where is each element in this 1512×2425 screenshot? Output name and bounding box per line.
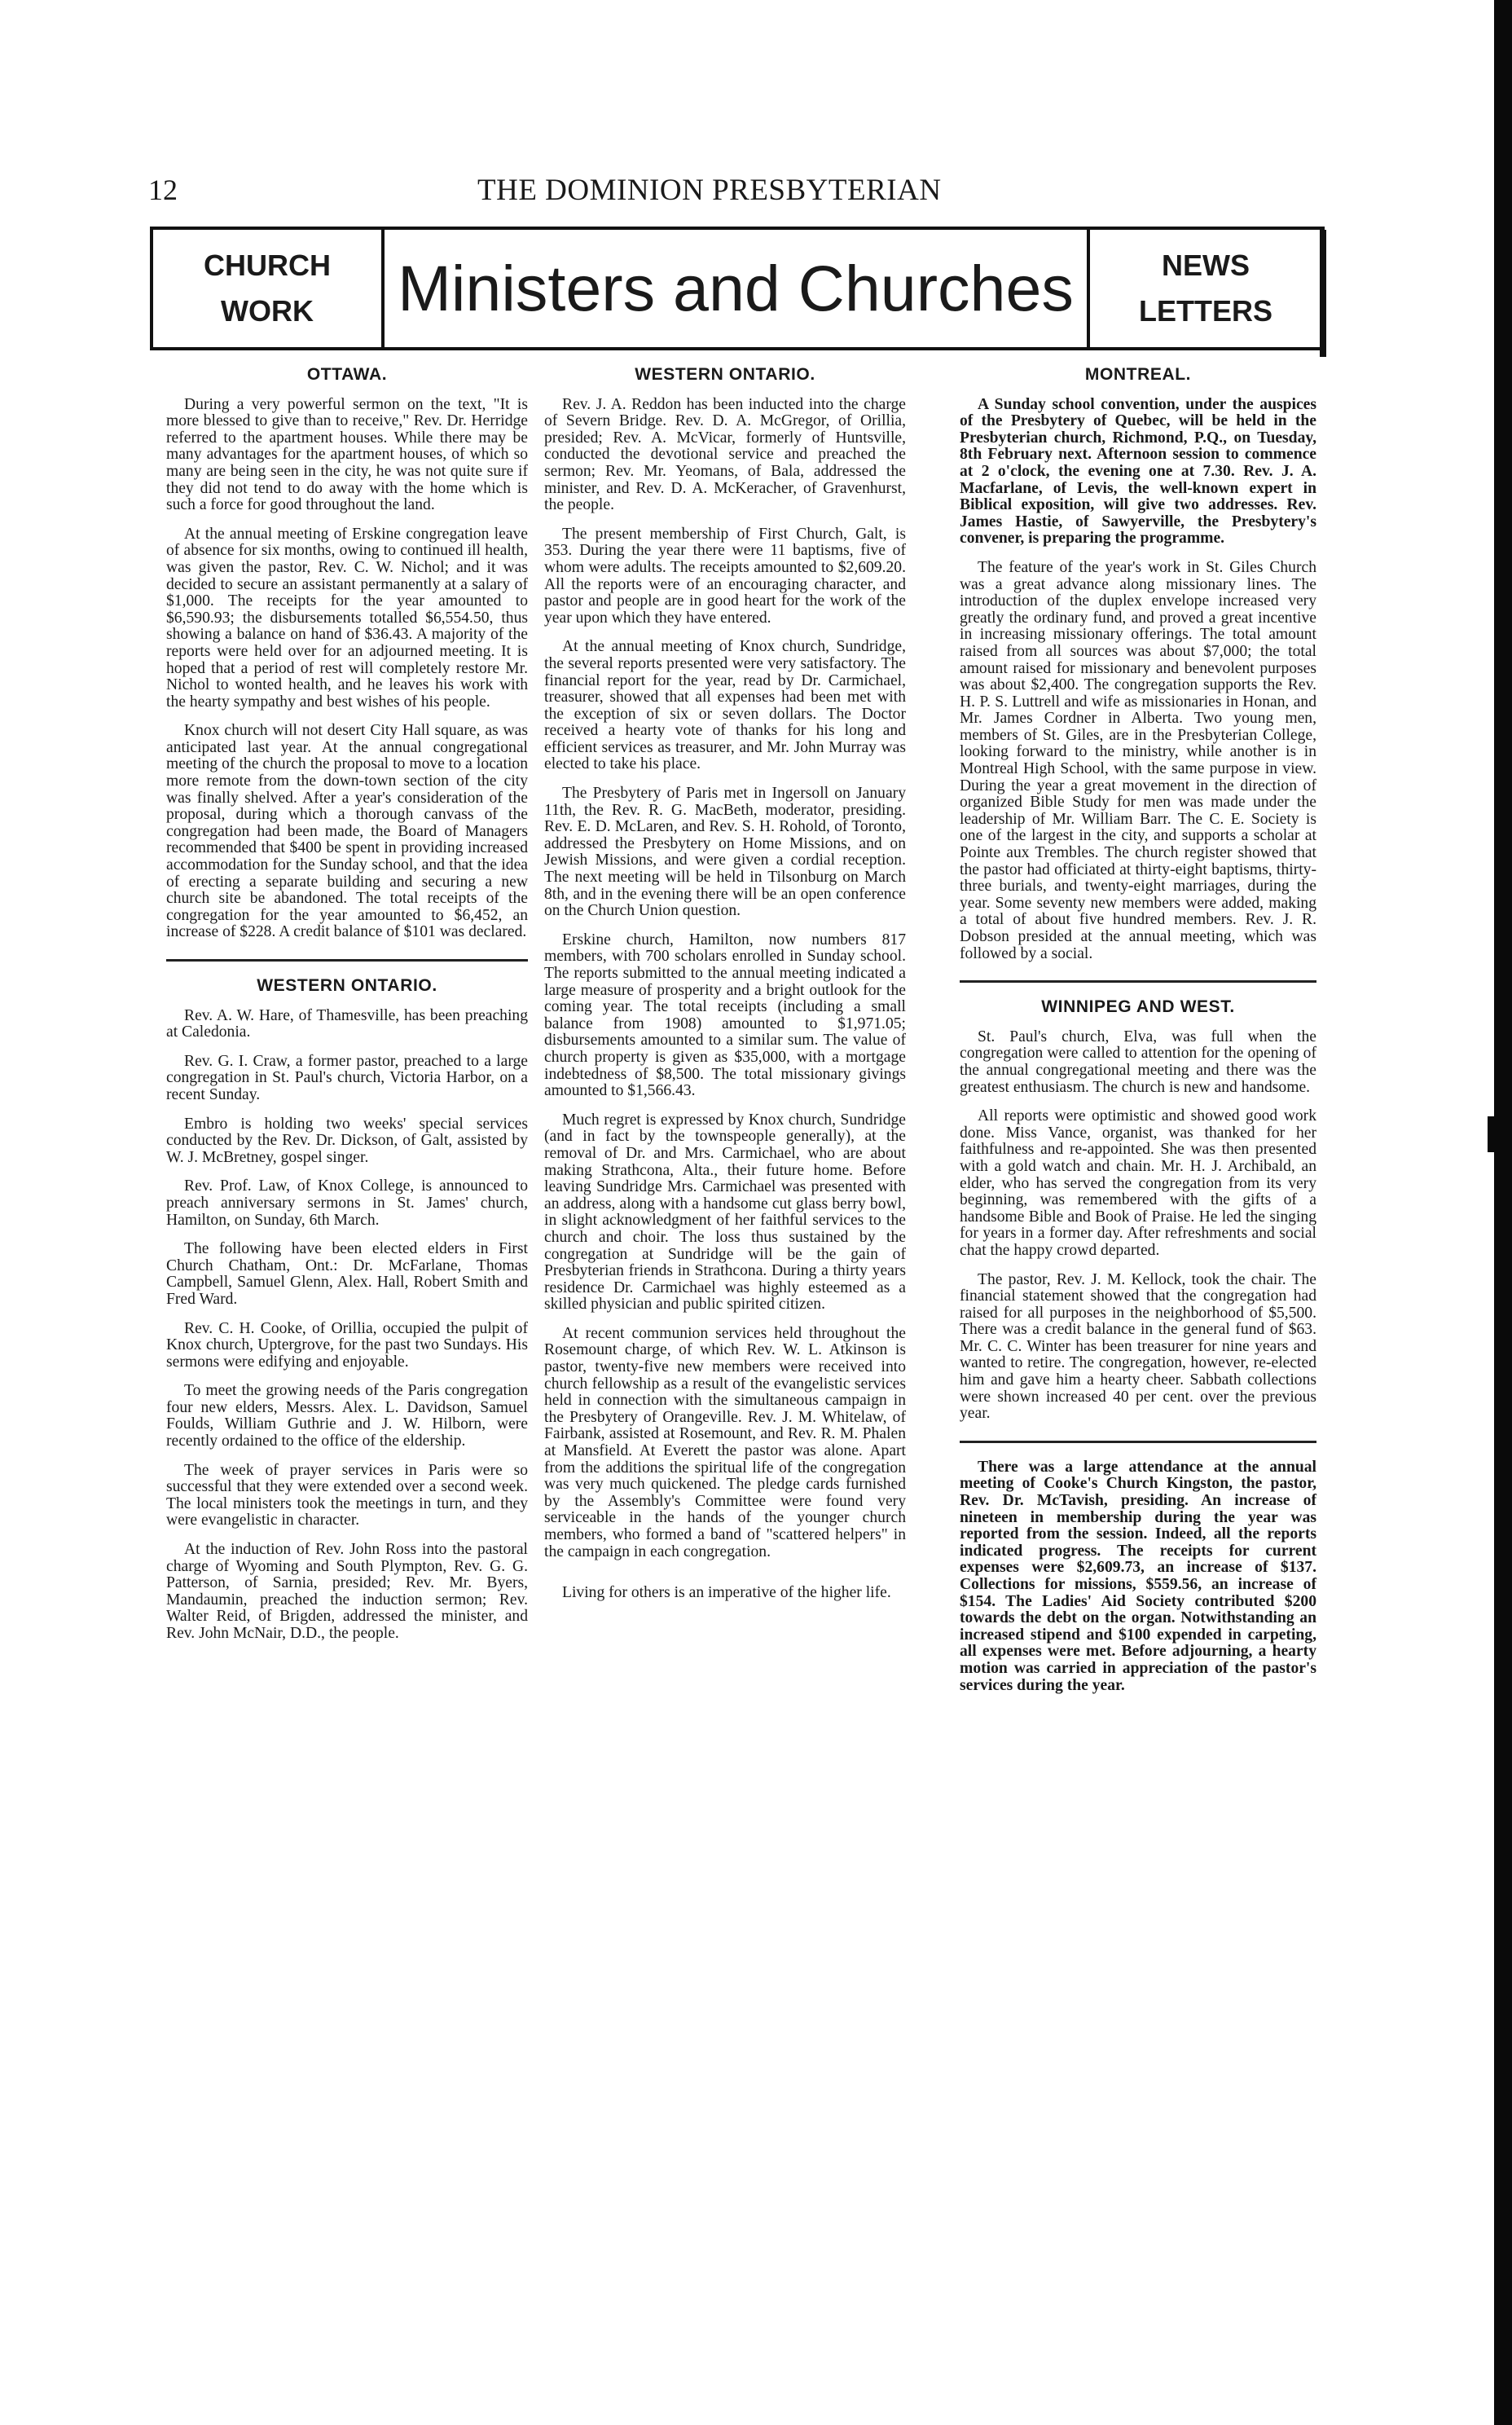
banner-left-line1: CHURCH bbox=[204, 249, 331, 282]
scan-edge-notch bbox=[1488, 1116, 1494, 1152]
article-paragraph: St. Paul's church, Elva, was full when the congregation were called to attention for the opening of the annual congregational meeting and there was the greatest enthusiasm. The church is new and handsome. bbox=[960, 1028, 1316, 1096]
section-rule bbox=[166, 959, 528, 962]
article-paragraph: Much regret is expressed by Knox church, Sundridge (and in fact by the townspeople generally), at the removal of Dr. and Mrs. Carmichael, who are about making Strathcona, Alta., their future home. Before leaving Sundridge Mrs. Carmichael was presented with an address, along with a handsome cut glass berry bowl, in slight acknowledgment of her faithful services to the church and choir. The loss thus sustained by the congregation at Sundridge will be the gain of Presbyterian friends in Strathcona. During a thirty years residence Dr. Carmichael was highly esteemed as a skilled physician and public spirited citizen. bbox=[544, 1111, 906, 1314]
column-1 bbox=[166, 367, 528, 1655]
article-paragraph: Rev. Prof. Law, of Knox College, is announced to preach anniversary sermons in St. James' church, Hamilton, on Sunday, 6th March. bbox=[166, 1177, 528, 1229]
page-number: 12 bbox=[148, 174, 178, 206]
banner-shadow bbox=[1320, 230, 1326, 357]
banner-left-line2: WORK bbox=[221, 294, 314, 328]
article-paragraph: The pastor, Rev. J. M. Kellock, took the chair. The financial statement showed that the congregation had raised for all purposes in the neighborhood of $5,500. There was a credit balance in the general fund of $63. Mr. C. C. Winter has been treasurer for nine years and wanted to retire. The congregation, however, re-elected him and gave him a hearty cheer. Sabbath collections were shown increased 40 per cent. over the previous year. bbox=[960, 1270, 1316, 1423]
article-paragraph: The present membership of First Church, Galt, is 353. During the year there were 11 baptisms, five of whom were adults. The receipts amounted to $2,609.20. All the reports were of an encouraging character, and pastor and people are in good heart for the work of the year upon which they have entered. bbox=[544, 525, 906, 627]
heading-winnipeg-and-west: WINNIPEG AND WEST. bbox=[1041, 997, 1235, 1017]
article-paragraph: Rev. J. A. Reddon has been inducted into the charge of Severn Bridge. Rev. D. A. McGregor, of Orillia, presided; Rev. A. McVicar, formerly of Huntsville, conducted the devotional service and preached the sermon; Rev. Mr. Yeomans, of Bala, addressed the minister, and Rev. D. A. McKeracher, of Gravenhurst, the people. bbox=[544, 395, 906, 514]
banner-right-line2: LETTERS bbox=[1138, 294, 1272, 328]
article-paragraph: Erskine church, Hamilton, now numbers 817 members, with 700 scholars enrolled in Sunday school. The reports submitted to the annual meeting indicated a large measure of prosperity and a bright outlook for the coming year. The total receipts (including a small balance from 1908) amounted to $1,971.05; disbursements amounted to a similar sum. The value of church property is given as $35,000, with a mortgage indebtedness of $8,500. The total missionary givings amounted to $1,566.43. bbox=[544, 931, 906, 1100]
article-paragraph: At the annual meeting of Erskine congregation leave of absence for six months, owing to continued ill health, was given the pastor, Rev. C. W. Nichol; and it was decided to secure an assistant permanently at a salary of $1,000. The receipts for the year amounted to $6,590.93; the disbursements totalled $6,554.50, thus showing a balance on hand of $36.43. A majority of the reports were held over for an adjourned meeting. It is hoped that a period of rest will completely restore Mr. Nichol to wonted health, and he leaves his work with the hearty sympathy and best wishes of his people. bbox=[166, 525, 528, 711]
section-rule bbox=[960, 980, 1316, 983]
scan-edge bbox=[1494, 0, 1512, 2425]
article-paragraph: Knox church will not desert City Hall square, as was anticipated last year. At the annual congregational meeting of the church the proposal to move to a location more remote from the down-town section of the city was finally shelved. After a year's consideration of the proposal, during which a thorough canvass of the congregation had been made, the Board of Managers recommended that $400 be spent in providing increased accommodation for the Sunday school, and that the idea of erecting a separate building and securing a new church site be abandoned. The total receipts of the congregation for the year amounted to $6,452, an increase of $228. A credit balance of $101 was declared. bbox=[166, 722, 528, 941]
article-paragraph-kingston: There was a large attendance at the annual meeting of Cooke's Church Kingston, the pastor, Rev. Dr. McTavish, presiding. An increase of nineteen in membership during the year was reported from the session. Indeed, all the reports indicated progress. The receipts for current expenses were $2,609.73, an increase of $137. Collections for missions, $559.56, an increase of $154. The Ladies' Aid Society contributed $200 towards the debt on the organ. Notwithstanding an increased stipend and $100 expended in carpeting, all expenses were met. Before adjourning, a hearty motion was carried in appreciation of the pastor's services during the year. bbox=[960, 1458, 1316, 1694]
section-rule bbox=[960, 1441, 1316, 1443]
publication-title: THE DOMINION PRESBYTERIAN bbox=[477, 174, 942, 207]
article-paragraph: To meet the growing needs of the Paris congregation four new elders, Messrs. Alex. L. Davidson, Samuel Foulds, William Guthrie and J. W. Hilborn, were recently ordained to the office of the eldership. bbox=[166, 1382, 528, 1450]
article-paragraph: Rev. A. W. Hare, of Thamesville, has been preaching at Caledonia. bbox=[166, 1006, 528, 1041]
article-paragraph: During a very powerful sermon on the text, "It is more blessed to give than to receive," Rev. Dr. Herridge referred to the apartment houses. While there may be many advantages for the apartment houses, of which so many are being seen in the city, he was not quite sure if they did not tend to do away with the home which is such a force for good throughout the land. bbox=[166, 395, 528, 514]
article-paragraph: The following have been elected elders in First Church Chatham, Ont.: Dr. McFarlane, Thomas Campbell, Samuel Glenn, Alex. Hall, Robert Smith and Fred Ward. bbox=[166, 1240, 528, 1308]
article-paragraph: A Sunday school convention, under the auspices of the Presbytery of Quebec, will be held in the Presbyterian church, Richmond, P.Q., on Tuesday, 8th February next. Afternoon session to commence at 2 o'clock, the evening one at 7.30. Rev. J. A. Macfarlane, of Levis, the well-known expert in Biblical exposition, will give two addresses. Rev. James Hastie, of Sawyerville, the Presbytery's convener, is preparing the programme. bbox=[960, 395, 1316, 548]
heading-montreal: MONTREAL. bbox=[1084, 365, 1192, 384]
article-paragraph: The Presbytery of Paris met in Ingersoll on January 11th, the Rev. R. G. MacBeth, moderator, presiding. Rev. E. D. McLaren, and Rev. S. H. Rohold, of Toronto, addressed the Presbytery on Home Missions, and on Jewish Missions, and were given a cordial reception. The next meeting will be held in Tilsonburg on March 8th, and in the evening there will be an open conference on the Church Union question. bbox=[544, 785, 906, 920]
closing-maxim: Living for others is an imperative of the higher life. bbox=[562, 1584, 891, 1602]
heading-ottawa: OTTAWA. bbox=[306, 365, 388, 384]
article-paragraph: All reports were optimistic and showed good work done. Miss Vance, organist, was thanked for her faithfulness and re-appointed. She was then presented with a gold watch and chain. Mr. H. J. Archibald, an elder, who has served the congregation from its very beginning, was remembered with the gifts of a handsome Bible and Book of Praise. He led the singing for years in a former day. After refreshments and social chat the happy crowd departed. bbox=[960, 1107, 1316, 1259]
banner-title: Ministers and Churches bbox=[398, 252, 1074, 324]
article-paragraph: Embro is holding two weeks' special services conducted by the Rev. Dr. Dickson, of Galt, assisted by W. J. McBretney, gospel singer. bbox=[166, 1115, 528, 1166]
running-head bbox=[148, 173, 1321, 215]
article-paragraph: The feature of the year's work in St. Giles Church was a great advance along missionary lines. The introduction of the duplex envelope increased very greatly the ordinary fund, and proved a great incentive in increasing missionary offerings. The total amount raised from all sources was about $7,000; the total amount raised for missionary and benevolent purposes was about $2,400. The congregation supports the Rev. H. P. S. Luttrell and wife as missionaries in Honan, and Mr. James Cordner in Alberta. Two young men, members of St. Giles, are in the Presbyterian College, looking forward to the ministry, while another is in Montreal High School, with the same purpose in view. During the year a great movement in the direction of organized Bible Study for men was made under the leadership of Mr. William Barr. The C. E. Society is one of the largest in the city, and supports a scholar at Pointe aux Trembles. The church register showed that the pastor had officiated at thirty-eight baptisms, thirty-three burials, and twenty-eight marriages, during the year. Some seventy new members were added, making a total of about five hundred members. Rev. J. R. Dobson presided at the annual meeting, which was followed by a social. bbox=[960, 558, 1316, 962]
article-paragraph: Rev. C. H. Cooke, of Orillia, occupied the pulpit of Knox church, Uptergrove, for the past two Sundays. His sermons were edifying and enjoyable. bbox=[166, 1319, 528, 1371]
banner-church-work bbox=[153, 230, 385, 347]
article-paragraph: Rev. G. I. Craw, a former pastor, preached to a large congregation in St. Paul's church, Victoria Harbor, on a recent Sunday. bbox=[166, 1052, 528, 1103]
section-banner bbox=[150, 227, 1325, 350]
heading-western-ontario: WESTERN ONTARIO. bbox=[257, 976, 437, 995]
article-paragraph: At recent communion services held throughout the Rosemount charge, of which Rev. W. L. Atkinson is pastor, twenty-five new members were received into church fellowship as a result of the evangelistic services held in connection with the simultaneous campaign in the Presbytery of Orangeville. Rev. J. M. Whitelaw, of Fairbank, assisted at Rosemount, and Rev. R. M. Phalen at Mansfield. At Everett the pastor was alone. Apart from the additions the spiritual life of the congregation was very much quickened. The pledge cards furnished by the Assembly's Committee were found very serviceable in the hands of the younger church members, who formed a band of "scattered helpers" in the campaign in each congregation. bbox=[544, 1324, 906, 1560]
heading-western-ontario: WESTERN ONTARIO. bbox=[635, 365, 815, 384]
banner-right-line1: NEWS bbox=[1162, 249, 1250, 282]
banner-news-letters bbox=[1087, 230, 1321, 347]
article-paragraph: At the annual meeting of Knox church, Sundridge, the several reports presented were very satisfactory. The financial report for the year, read by Dr. Carmichael, treasurer, showed that all expenses had been met with the exception of six or seven dollars. The Doctor received a hearty vote of thanks for his long and efficient services as treasurer, and Mr. John Murray was elected to take his place. bbox=[544, 638, 906, 773]
article-paragraph: At the induction of Rev. John Ross into the pastoral charge of Wyoming and South Plympton, Rev. G. G. Patterson, of Sarnia, presided; Rev. Mr. Byers, Mandaumin, preached the induction sermon; Rev. Walter Reid, of Brigden, addressed the minister, and Rev. John McNair, D.D., the people. bbox=[166, 1541, 528, 1642]
article-paragraph: The week of prayer services in Paris were so successful that they were extended over a second week. The local ministers took the meetings in turn, and they were evangelistic in character. bbox=[166, 1461, 528, 1529]
column-3 bbox=[960, 367, 1316, 1706]
column-2 bbox=[544, 367, 906, 1614]
